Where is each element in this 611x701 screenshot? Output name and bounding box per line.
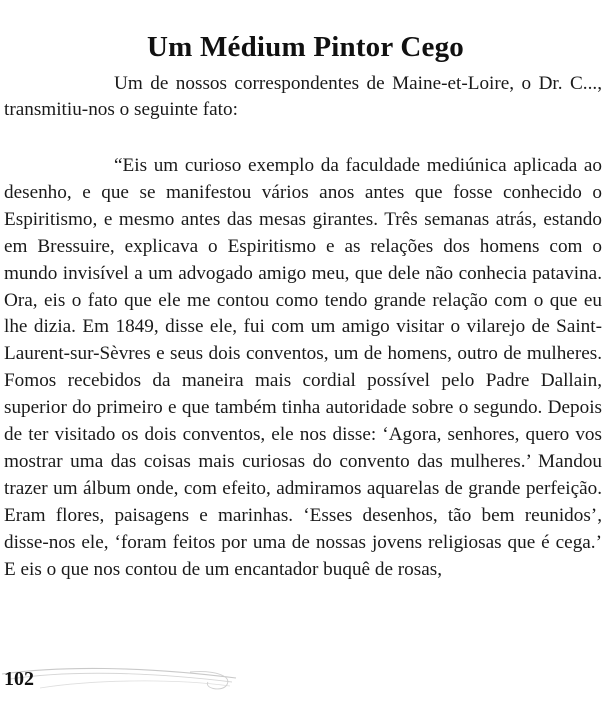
body-paragraph: “Eis um curioso exemplo da faculdade mediúnica aplicada ao desenho, e que se manifestou vários anos antes que fosse conhecido o Espiritismo, e mesmo antes das mesas girantes. Três semanas atrás, estando em Bressuire, explicava o Espiritismo e as relações dos homens com o mundo invisível a um advogado amigo meu, que dele não conhecia patavina. Ora, eis o fato que ele me contou como tendo grande relação com o que eu lhe dizia. Em 1849, disse ele, fui com um amigo visitar o vilarejo de Saint-Laurent-sur-Sèvres e seus dois conventos, um de homens, outro de mulheres. Fomos recebidos da maneira mais cordial possível pelo Padre Dallain, superior do primeiro e que também tinha autoridade sobre o segundo. Depois de ter visitado os dois conventos, ele nos disse: ‘Agora, senhores, quero vos mostrar uma das coisas mais curiosas do convento das mulheres.’ Mandou trazer um álbum onde, com efeito, admiramos aquarelas de grande perfeição. Eram flores, paisagens e marinhas. ‘Esses desenhos, tão bem reunidos’, disse-nos ele, ‘foram feitos por uma de nossas jovens religiosas que é cega.’ E eis o que nos contou de um encantador buquê de rosas, (4, 155, 602, 580)
flourish-ornament-icon (0, 660, 240, 696)
intro-paragraph: Um de nossos correspondentes de Maine-et-Loire, o Dr. C..., transmitiu-nos o seguinte fato: (4, 73, 602, 120)
page-number: 102 (4, 668, 34, 690)
chapter-title: Um Médium Pintor Cego (147, 31, 464, 64)
